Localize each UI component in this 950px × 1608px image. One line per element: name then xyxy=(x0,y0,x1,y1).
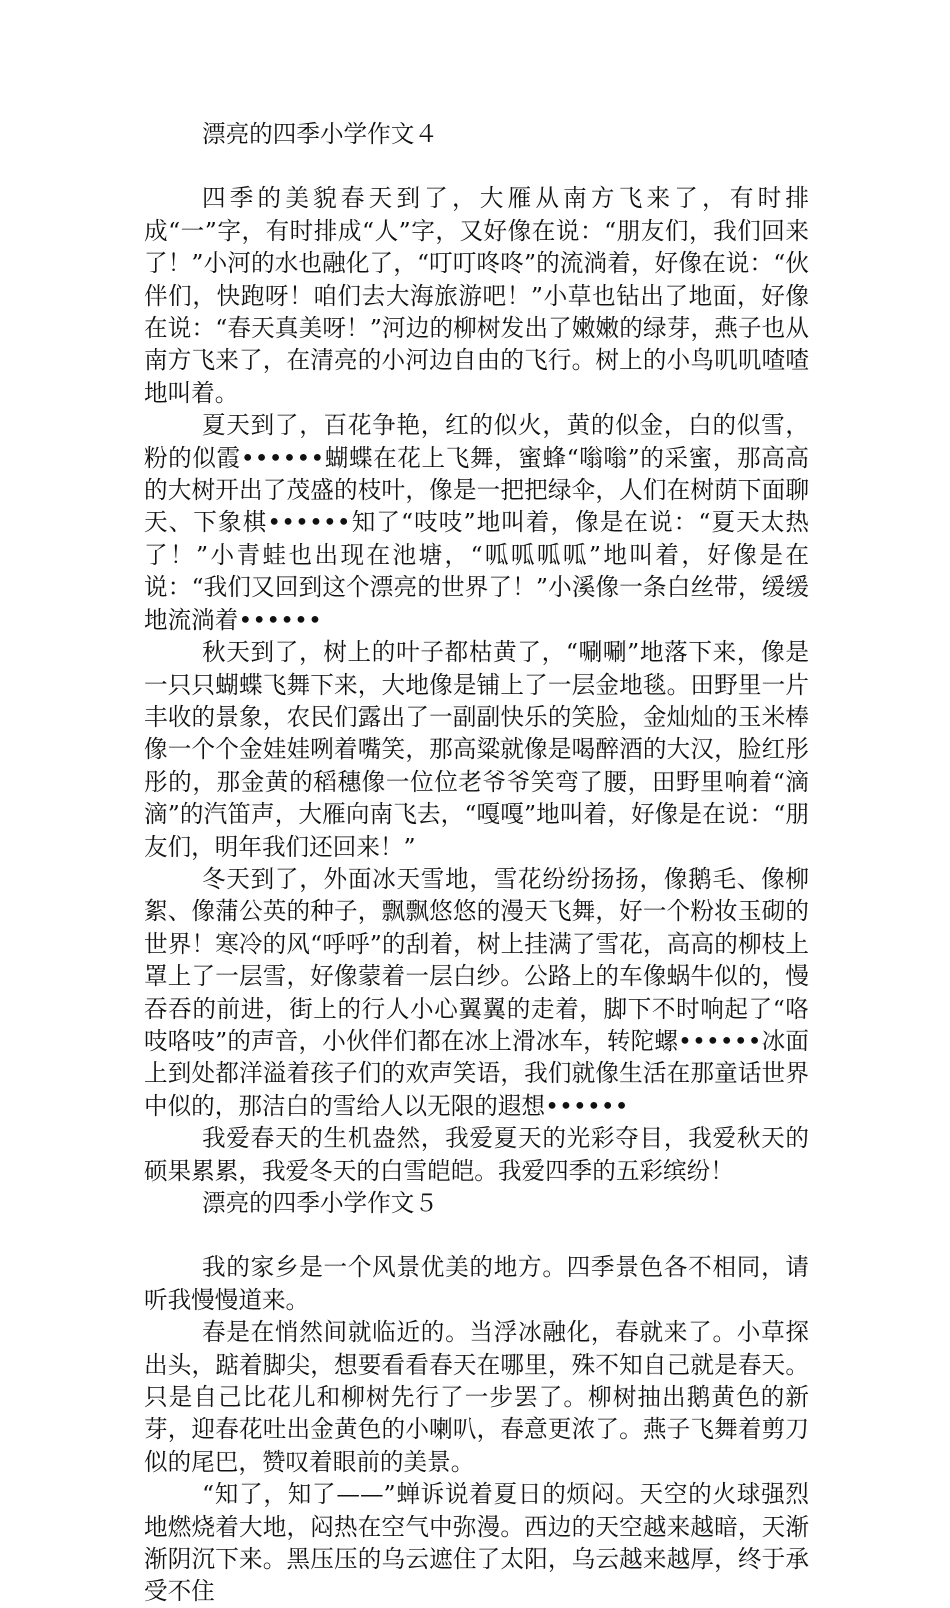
essay-4-title: 漂亮的四季小学作文４ xyxy=(202,120,438,148)
essay-4-paragraph-summer: 夏天到了，百花争艳，红的似火，黄的似金，白的似雪，粉的似霞••••••蝴蝶在花上飞舞，蜜蜂“嗡嗡”的采蜜，那高高的大树开出了茂盛的枝叶，像是一把把绿伞，人们在树荫下面聊天、下象棋••••••知了“吱吱”地叫着，像是在说：“夏天太热了！”小青蛙也出现在池塘，“呱呱呱呱”地叫着，好像是在说：“我们又回到这个漂亮的世界了！”小溪像一条白丝带，缓缓地流淌着•••••• xyxy=(144,411,809,634)
essay-5-paragraph-summer: “知了，知了——”蝉诉说着夏日的烦闷。天空的火球强烈地燃烧着大地，闷热在空气中弥漫。西边的天空越来越暗，天渐渐阴沉下来。黑压压的乌云遮住了太阳，乌云越来越厚，终于承受不住 xyxy=(144,1480,809,1606)
essay-5-paragraph-intro: 我的家乡是一个风景优美的地方。四季景色各不相同，请听我慢慢道来。 xyxy=(144,1253,809,1314)
essay-4-paragraph-autumn: 秋天到了，树上的叶子都枯黄了，“唰唰”地落下来，像是一只只蝴蝶飞舞下来，大地像是铺上了一层金地毯。田野里一片丰收的景象，农民们露出了一副副快乐的笑脸，金灿灿的玉米棒像一个个金娃娃咧着嘴笑，那高粱就像是喝醉酒的大汉，脸红彤彤的，那金黄的稻穗像一位位老爷爷笑弯了腰，田野里响着“滴滴”的汽笛声，大雁向南飞去，“嘎嘎”地叫着，好像是在说：“朋友们，明年我们还回来！” xyxy=(144,638,809,861)
essay-4-paragraph-winter: 冬天到了，外面冰天雪地，雪花纷纷扬扬，像鹅毛、像柳絮、像蒲公英的种子，飘飘悠悠的漫天飞舞，好一个粉妆玉砌的世界！寒冷的风“呼呼”的刮着，树上挂满了雪花，高高的柳枝上罩上了一层雪，好像蒙着一层白纱。公路上的车像蜗牛似的，慢吞吞的前进，街上的行人小心翼翼的走着，脚下不时响起了“咯吱咯吱”的声音，小伙伴们都在冰上滑冰车，转陀螺••••••冰面上到处都洋溢着孩子们的欢声笑语，我们就像生活在那童话世界中似的，那洁白的雪给人以无限的遐想•••••• xyxy=(144,864,809,1120)
document-page xyxy=(144,118,809,1608)
essay-4-paragraph-conclusion: 我爱春天的生机盎然，我爱夏天的光彩夺目，我爱秋天的硕果累累，我爱冬天的白雪皑皑。我爱四季的五彩缤纷！ xyxy=(144,1124,809,1185)
title-spacer xyxy=(144,1219,809,1251)
title-spacer xyxy=(144,150,809,182)
essay-5-title: 漂亮的四季小学作文５ xyxy=(202,1189,438,1217)
essay-5-paragraph-spring: 春是在悄然间就临近的。当浮冰融化，春就来了。小草探出头，踮着脚尖，想要看看春天在哪里，殊不知自己就是春天。只是自己比花儿和柳树先行了一步罢了。柳树抽出鹅黄色的新芽，迎春花吐出金黄色的小喇叭，春意更浓了。燕子飞舞着剪刀似的尾巴，赞叹着眼前的美景。 xyxy=(144,1318,809,1476)
essay-4-paragraph-spring: 四季的美貌春天到了，大雁从南方飞来了，有时排成“一”字，有时排成“人”字，又好像在说：“朋友们，我们回来了！”小河的水也融化了，“叮叮咚咚”的流淌着，好像在说：“伙伴们，快跑呀！咱们去大海旅游吧！”小草也钻出了地面，好像在说：“春天真美呀！”河边的柳树发出了嫩嫩的绿芽，燕子也从南方飞来了，在清亮的小河边自由的飞行。树上的小鸟叽叽喳喳地叫着。 xyxy=(144,184,809,407)
